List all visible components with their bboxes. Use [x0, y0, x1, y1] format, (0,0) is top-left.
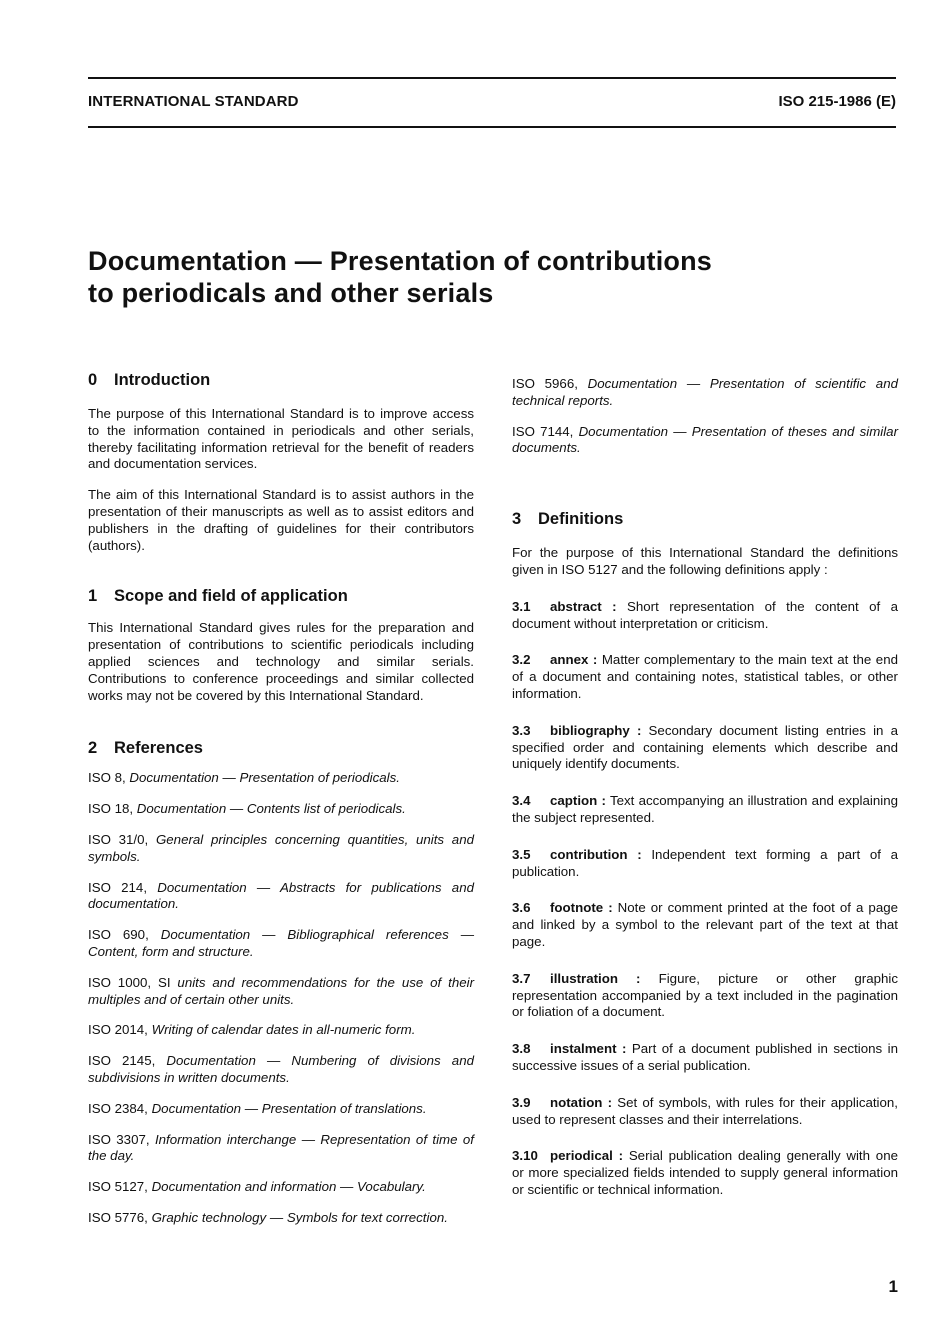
- reference-item: ISO 5776, Graphic technology — Symbols for text correction.: [88, 1209, 448, 1225]
- reference-item: ISO 2145, Documentation — Numbering of divisions and subdivisions in written documents.: [88, 1053, 474, 1085]
- definition-item: 3.2 annex : Matter complementary to the main text at the end of a document and containing notes, statistical tables, or other information.: [512, 652, 898, 701]
- section-number: 3: [512, 510, 522, 529]
- section-title: Definitions: [538, 510, 624, 529]
- standard-number: ISO 215-1986 (E): [778, 93, 896, 110]
- section-heading-definitions: [512, 509, 898, 529]
- section-heading-introduction: [88, 370, 474, 390]
- definition-item: 3.7 illustration : Figure, picture or other graphic representation accompanied by a text included in the pagination or foliation of a document.: [512, 970, 898, 1020]
- paragraph: This International Standard gives rules for the preparation and presentation of contributions to scientific periodicals including applied sciences and technology and similar serials. Contributions to conference proceedings and similar collected works may not be covered by this International Standard.: [88, 620, 474, 703]
- definition-item: 3.1 abstract : Short representation of the content of a document without interpretation or criticism.: [512, 598, 899, 631]
- page-number: 1: [888, 1277, 898, 1296]
- reference-item: ISO 5966, Documentation — Presentation of scientific and technical reports.: [512, 376, 898, 408]
- reference-item: ISO 3307, Information interchange — Representation of time of the day.: [88, 1131, 474, 1164]
- document-title: [88, 245, 868, 309]
- reference-item: ISO 690, Documentation — Bibliographical references — Content, form and structure.: [88, 927, 474, 959]
- reference-item: ISO 1000, SI units and recommendations for the use of their multiples and of certain other units.: [88, 974, 475, 1007]
- section-title: Introduction: [114, 371, 211, 389]
- section-title: References: [114, 739, 203, 758]
- right-column: [512, 370, 898, 1199]
- document-type-label: INTERNATIONAL STANDARD: [88, 93, 299, 110]
- paragraph: The aim of this International Standard is to assist authors in the presentation of their manuscripts as well as to assist editors and publishers in the drafting of guidelines for their contributors (authors).: [88, 487, 474, 553]
- header-bottom-rule: [88, 126, 896, 128]
- reference-item: ISO 5127, Documentation and information — Vocabulary.: [88, 1179, 426, 1195]
- definition-item: 3.10 periodical : Serial publication dealing generally with one or more specialized fields intended to supply general information or scientific or technical information.: [512, 1148, 898, 1197]
- title-line-2: to periodicals and other serials: [88, 278, 494, 308]
- header-top-rule: [88, 77, 896, 79]
- definition-item: 3.6 footnote : Note or comment printed at the foot of a page and linked by a symbol to the relevant part of the text at that page.: [512, 900, 899, 949]
- definition-item: 3.9 notation : Set of symbols, with rules for their application, used to represent classes and their interrelations.: [512, 1094, 898, 1127]
- section-heading-references: [88, 738, 474, 758]
- reference-item: ISO 214, Documentation — Abstracts for publications and documentation.: [88, 879, 474, 912]
- paragraph: The purpose of this International Standard is to improve access to the information contained in periodicals and other serials, thereby facilitating information retrieval for the benefit of readers and documentation services.: [88, 406, 474, 472]
- section-number: 2: [88, 739, 98, 758]
- paragraph: For the purpose of this International Standard the definitions given in ISO 5127 and the following definitions apply :: [512, 545, 898, 577]
- definition-item: 3.3 bibliography : Secondary document listing entries in a specified order and containing elements which describe and uniquely identify documents.: [512, 722, 899, 772]
- left-column: [88, 370, 474, 1227]
- definition-item: 3.8 instalment : Part of a document published in sections in successive issues of a serial publication.: [512, 1041, 898, 1073]
- section-number: 1: [88, 587, 98, 606]
- section-number: 0: [88, 371, 98, 389]
- reference-item: ISO 8, Documentation — Presentation of periodicals.: [88, 770, 400, 786]
- reference-item: ISO 2014, Writing of calendar dates in all-numeric form.: [88, 1022, 416, 1038]
- section-heading-scope: [88, 586, 474, 606]
- definition-item: 3.5 contribution : Independent text forming a part of a publication.: [512, 846, 898, 879]
- reference-item: ISO 2384, Documentation — Presentation of translations.: [88, 1100, 427, 1116]
- reference-item: ISO 31/0, General principles concerning quantities, units and symbols.: [88, 831, 474, 864]
- definition-item: 3.4 caption : Text accompanying an illustration and explaining the subject represented.: [512, 793, 898, 825]
- title-line-1: Documentation — Presentation of contributions: [88, 246, 713, 276]
- section-title: Scope and field of application: [114, 587, 348, 606]
- reference-item: ISO 18, Documentation — Contents list of periodicals.: [88, 801, 406, 817]
- reference-item: ISO 7144, Documentation — Presentation of theses and similar documents.: [512, 423, 898, 456]
